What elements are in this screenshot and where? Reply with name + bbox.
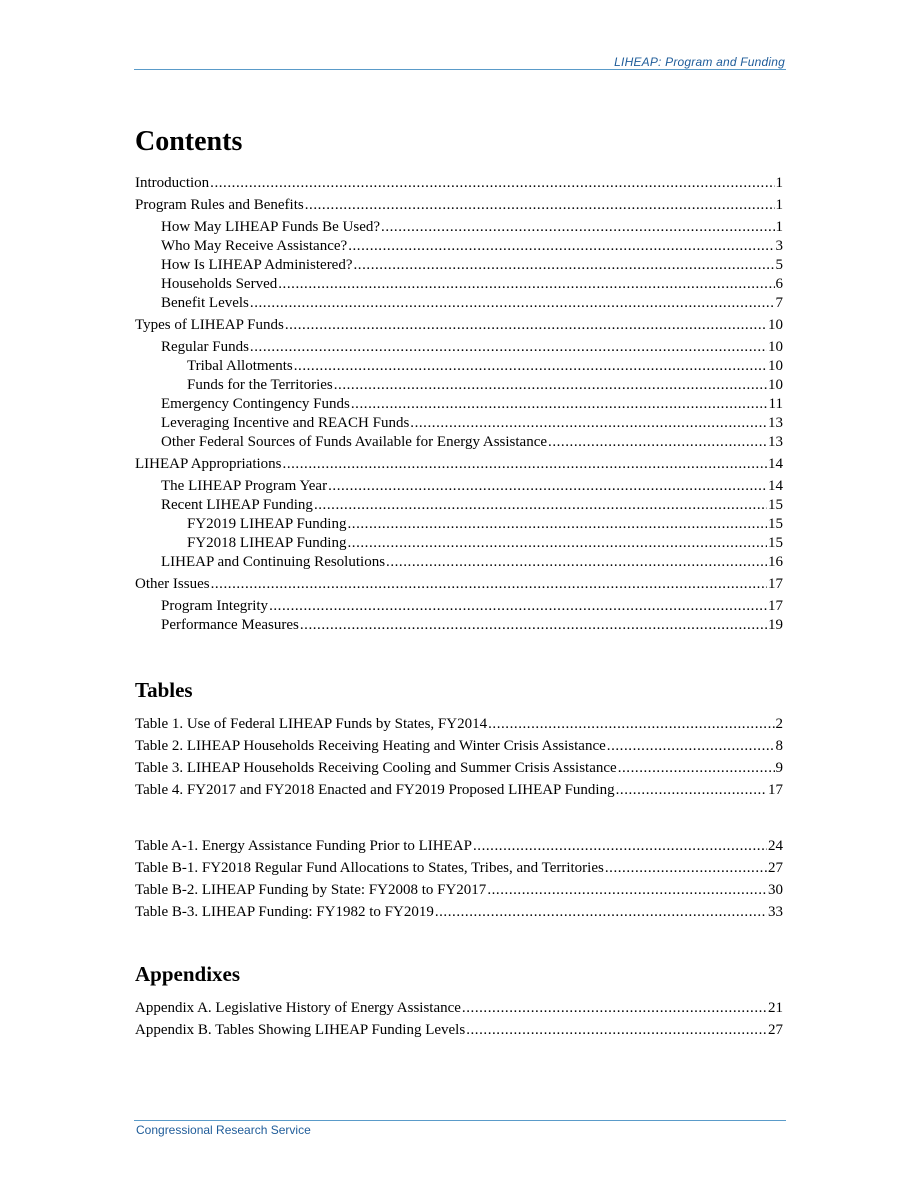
- toc-entry[interactable]: [135, 338, 783, 357]
- toc-entry-page: 19: [768, 617, 783, 633]
- toc-entry-title: Leveraging Incentive and REACH Funds: [161, 415, 410, 431]
- dot-leader: [348, 237, 774, 256]
- toc-entry-title: Types of LIHEAP Funds: [135, 317, 284, 333]
- toc-entry-title: Households Served: [161, 276, 278, 292]
- dot-leader: [328, 477, 767, 496]
- toc-entry[interactable]: [135, 316, 783, 335]
- running-header-title: LIHEAP: Program and Funding: [614, 55, 785, 69]
- contents-list: [135, 174, 783, 635]
- toc-entry[interactable]: [135, 997, 783, 1019]
- toc-entry-title: Performance Measures: [161, 617, 299, 633]
- toc-entry[interactable]: [135, 433, 783, 452]
- toc-entry[interactable]: [135, 735, 783, 757]
- dot-leader: [285, 316, 767, 335]
- dot-leader: [381, 218, 774, 237]
- toc-entry-page: 16: [768, 554, 783, 570]
- toc-entry[interactable]: [135, 477, 783, 496]
- toc-entry-page: 33: [768, 904, 783, 920]
- dot-leader: [462, 997, 767, 1019]
- toc-entry-title: Emergency Contingency Funds: [161, 396, 350, 412]
- dot-leader: [305, 196, 775, 215]
- toc-entry-title: Table 1. Use of Federal LIHEAP Funds by States, FY2014: [135, 716, 488, 732]
- toc-entry-page: 1: [775, 197, 783, 213]
- toc-entry[interactable]: [135, 575, 783, 594]
- toc-entry[interactable]: [135, 174, 783, 193]
- dot-leader: [473, 835, 767, 857]
- appendixes-list: [135, 997, 783, 1041]
- dot-leader: [211, 575, 767, 594]
- toc-entry[interactable]: [135, 713, 783, 735]
- toc-entry-title: LIHEAP and Continuing Resolutions: [161, 554, 386, 570]
- toc-entry-page: 10: [768, 339, 783, 355]
- toc-entry[interactable]: [135, 757, 783, 779]
- toc-entry-title: The LIHEAP Program Year: [161, 478, 328, 494]
- toc-entry-page: 7: [775, 295, 783, 311]
- toc-entry-page: 15: [768, 497, 783, 513]
- toc-entry-page: 1: [775, 175, 783, 191]
- toc-entry[interactable]: [135, 616, 783, 635]
- toc-entry[interactable]: [135, 779, 783, 801]
- dot-leader: [278, 275, 774, 294]
- dot-leader: [300, 616, 767, 635]
- toc-entry-title: Other Federal Sources of Funds Available for Energy Assistance: [161, 434, 548, 450]
- toc-entry-title: Recent LIHEAP Funding: [161, 497, 313, 513]
- toc-entry[interactable]: [135, 835, 783, 857]
- toc-entry-page: 2: [775, 716, 783, 732]
- toc-entry[interactable]: [135, 455, 783, 474]
- dot-leader: [347, 534, 767, 553]
- toc-entry-title: Table B-2. LIHEAP Funding by State: FY2008 to FY2017: [135, 882, 487, 898]
- tables-heading: Tables: [135, 678, 193, 702]
- dot-leader: [283, 455, 767, 474]
- dot-leader: [607, 735, 775, 757]
- toc-entry-title: Table 4. FY2017 and FY2018 Enacted and FY2019 Proposed LIHEAP Funding: [135, 782, 615, 798]
- tables-section: [135, 677, 783, 923]
- tables-list: [135, 713, 783, 923]
- toc-entry[interactable]: [135, 237, 783, 256]
- toc-entry-page: 17: [768, 576, 783, 592]
- toc-entry-page: 15: [768, 535, 783, 551]
- dot-leader: [269, 597, 767, 616]
- toc-entry-title: Introduction: [135, 175, 210, 191]
- contents-section: [135, 126, 783, 635]
- footer-publisher: Congressional Research Service: [136, 1123, 311, 1137]
- toc-entry-page: 10: [768, 358, 783, 374]
- dot-leader: [487, 879, 767, 901]
- toc-entry[interactable]: [135, 256, 783, 275]
- toc-entry-page: 30: [768, 882, 783, 898]
- toc-entry[interactable]: [135, 1019, 783, 1041]
- toc-entry-title: How Is LIHEAP Administered?: [161, 257, 353, 273]
- footer-divider: [134, 1120, 786, 1121]
- toc-entry-page: 9: [775, 760, 783, 776]
- dot-leader: [488, 713, 774, 735]
- toc-entry[interactable]: [135, 275, 783, 294]
- toc-entry-title: Program Rules and Benefits: [135, 197, 304, 213]
- toc-entry-page: 10: [768, 377, 783, 393]
- toc-entry[interactable]: [135, 879, 783, 901]
- toc-entry-title: Program Integrity: [161, 598, 269, 614]
- dot-leader: [294, 357, 767, 376]
- toc-entry[interactable]: [135, 534, 783, 553]
- dot-leader: [250, 338, 767, 357]
- dot-leader: [605, 857, 767, 879]
- toc-entry-page: 10: [768, 317, 783, 333]
- toc-entry-title: Regular Funds: [161, 339, 249, 355]
- dot-leader: [210, 174, 774, 193]
- toc-entry[interactable]: [135, 553, 783, 572]
- toc-entry[interactable]: [135, 496, 783, 515]
- dot-leader: [386, 553, 767, 572]
- toc-entry[interactable]: [135, 376, 783, 395]
- toc-entry-title: FY2019 LIHEAP Funding: [187, 516, 347, 532]
- dot-leader: [616, 779, 767, 801]
- dot-leader: [410, 414, 767, 433]
- toc-entry-page: 17: [768, 782, 783, 798]
- appendixes-section: [135, 961, 783, 1041]
- toc-entry[interactable]: [135, 901, 783, 923]
- toc-entry-title: Appendix A. Legislative History of Energy Assistance: [135, 1000, 461, 1016]
- toc-entry-title: Funds for the Territories: [187, 377, 333, 393]
- toc-entry-title: Benefit Levels: [161, 295, 249, 311]
- toc-entry-page: 24: [768, 838, 783, 854]
- dot-leader: [334, 376, 767, 395]
- toc-entry-title: Table B-1. FY2018 Regular Fund Allocations to States, Tribes, and Territories: [135, 860, 604, 876]
- header-divider: [134, 69, 786, 70]
- toc-entry-title: FY2018 LIHEAP Funding: [187, 535, 347, 551]
- toc-entry-title: Who May Receive Assistance?: [161, 238, 348, 254]
- toc-entry-page: 27: [768, 1022, 783, 1038]
- toc-entry-page: 13: [768, 415, 783, 431]
- toc-entry[interactable]: [135, 857, 783, 879]
- contents-heading: Contents: [135, 126, 243, 157]
- dot-leader: [466, 1019, 767, 1041]
- toc-entry[interactable]: [135, 294, 783, 313]
- dot-leader: [618, 757, 775, 779]
- toc-entry-title: Tribal Allotments: [187, 358, 293, 374]
- toc-entry-page: 1: [775, 219, 783, 235]
- toc-entry-title: LIHEAP Appropriations: [135, 456, 282, 472]
- toc-entry-title: Table B-3. LIHEAP Funding: FY1982 to FY2019: [135, 904, 434, 920]
- toc-entry[interactable]: [135, 218, 783, 237]
- toc-entry-page: 11: [768, 396, 783, 412]
- dot-leader: [314, 496, 767, 515]
- toc-entry[interactable]: [135, 196, 783, 215]
- toc-entry-page: 17: [768, 598, 783, 614]
- toc-entry-title: Table A-1. Energy Assistance Funding Prior to LIHEAP: [135, 838, 472, 854]
- dot-leader: [347, 515, 767, 534]
- toc-entry-page: 27: [768, 860, 783, 876]
- toc-entry-page: 21: [768, 1000, 783, 1016]
- toc-entry-title: Appendix B. Tables Showing LIHEAP Funding Levels: [135, 1022, 466, 1038]
- appendixes-heading: Appendixes: [135, 962, 241, 986]
- toc-entry-page: 14: [768, 478, 783, 494]
- toc-entry-title: Other Issues: [135, 576, 210, 592]
- toc-entry-page: 13: [768, 434, 783, 450]
- toc-entry[interactable]: [135, 395, 783, 414]
- toc-entry-page: 15: [768, 516, 783, 532]
- toc-entry-title: Table 3. LIHEAP Households Receiving Cooling and Summer Crisis Assistance: [135, 760, 617, 776]
- toc-entry-title: Table 2. LIHEAP Households Receiving Heating and Winter Crisis Assistance: [135, 738, 606, 754]
- toc-entry[interactable]: [135, 597, 783, 616]
- dot-leader: [351, 395, 768, 414]
- toc-entry[interactable]: [135, 515, 783, 534]
- dot-leader: [250, 294, 775, 313]
- toc-entry-title: How May LIHEAP Funds Be Used?: [161, 219, 381, 235]
- toc-entry[interactable]: [135, 414, 783, 433]
- toc-entry-page: 3: [775, 238, 783, 254]
- toc-entry-page: 8: [775, 738, 783, 754]
- toc-entry-page: 6: [775, 276, 783, 292]
- toc-entry-page: 5: [775, 257, 783, 273]
- toc-entry-page: 14: [768, 456, 783, 472]
- dot-leader: [548, 433, 767, 452]
- toc-entry[interactable]: [135, 357, 783, 376]
- dot-leader: [435, 901, 767, 923]
- dot-leader: [354, 256, 775, 275]
